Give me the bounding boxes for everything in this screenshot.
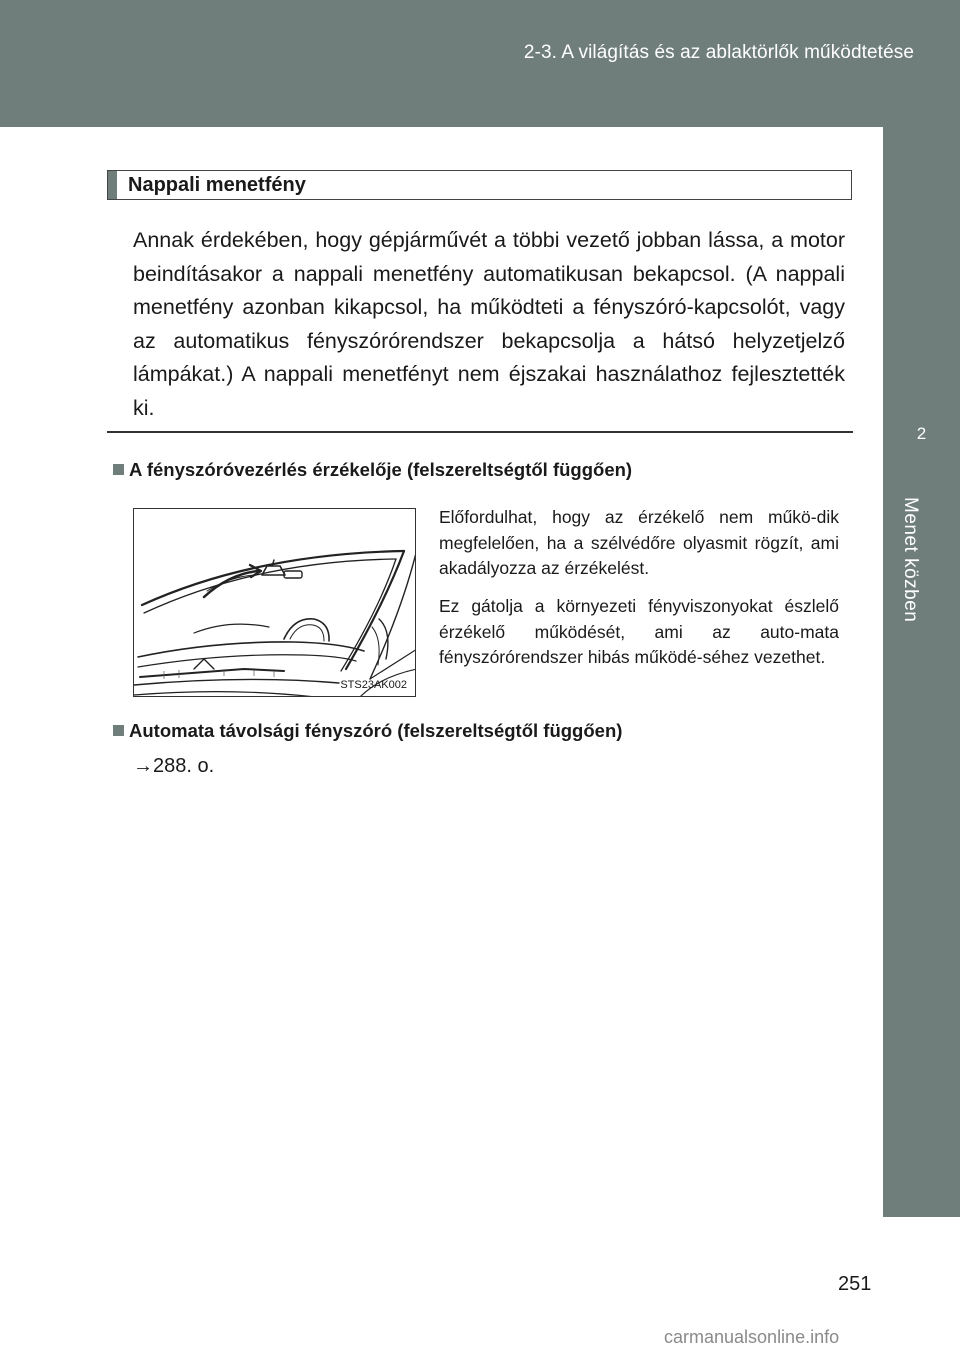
- running-header: 2-3. A világítás és az ablaktörlők működtetése: [523, 42, 914, 63]
- section-title: Nappali menetfény: [128, 174, 306, 196]
- section-divider: [107, 431, 853, 433]
- sensor-heading: [113, 459, 632, 481]
- square-bullet-icon: [113, 464, 124, 475]
- section-title-accent: [108, 171, 117, 199]
- page-number: 251: [838, 1273, 872, 1295]
- chapter-label: Menet közben: [900, 497, 921, 623]
- sensor-heading-text: A fényszóróvezérlés érzékelője (felszereltségtől függően): [129, 459, 633, 480]
- watermark: carmanualsonline.info: [664, 1327, 840, 1347]
- figure-code: STS23AK002: [340, 679, 407, 691]
- header-band: [0, 0, 960, 127]
- page-reference-link[interactable]: →288. o.: [133, 755, 215, 777]
- section-title-box: [107, 170, 852, 200]
- sensor-paragraph-1: Előfordulhat, hogy az érzékelő nem műkö-dik megfelelően, ha a szélvédőre olyasmit rögzít, ami akadályozza az érzékelést.: [439, 507, 839, 578]
- windshield-sensor-illustration: [133, 508, 416, 697]
- square-bullet-icon: [113, 725, 124, 736]
- chapter-number: 2: [916, 424, 927, 443]
- windshield-drawing: [134, 509, 416, 697]
- sensor-paragraph-2: Ez gátolja a környezeti fényviszonyokat észlelő érzékelő működését, ami az auto-mata fényszórórendszer hibás működé-séhez vezethet.: [439, 596, 839, 667]
- auto-beam-heading: [113, 720, 622, 742]
- auto-beam-heading-text: Automata távolsági fényszóró (felszereltségtől függően): [129, 720, 623, 741]
- chapter-side-tab: [883, 127, 960, 1217]
- intro-paragraph: Annak érdekében, hogy gépjárművét a többi vezető jobban lássa, a motor beindításakor a nappali menetfény automatikusan bekapcsol. (A nappali menetfény azonban kikapcsol, ha működteti a fényszóró-kapcsolót, vagy az automatikus fényszórórendszer bekapcsolja a hátsó helyzetjelző lámpákat.) A nappali menetfényt nem éjszakai használathoz fejlesztették ki.: [133, 228, 845, 420]
